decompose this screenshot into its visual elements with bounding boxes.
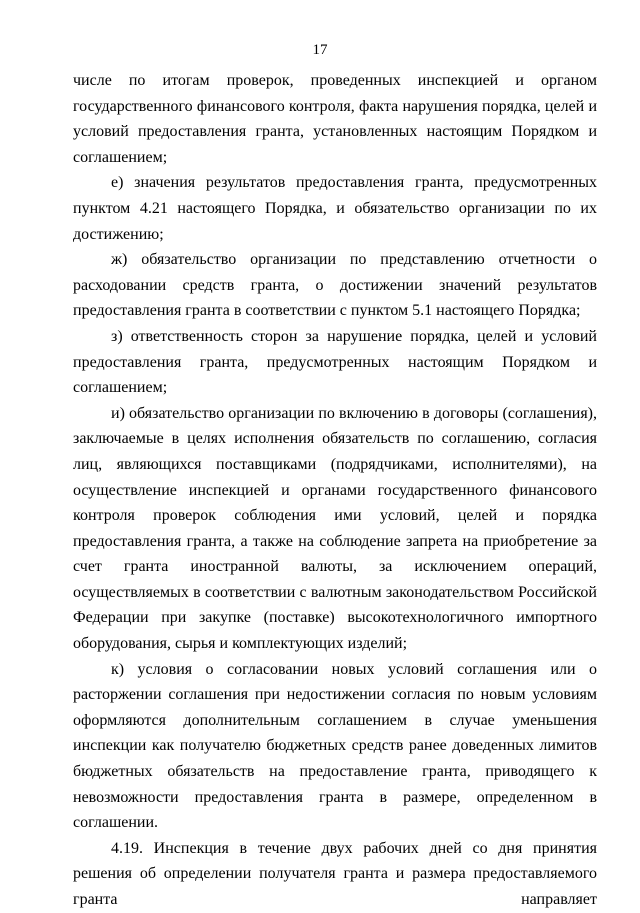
paragraph-item-zh: ж) обязательство организации по представлению отчетности о расходовании средств гранта, о достижении значений результатов предоставления гранта в соответствии с пунктом 5.1 настоящего Порядка;: [73, 251, 597, 320]
paragraph-item-z: з) ответственность сторон за нарушение порядка, целей и условий предоставления гранта, предусмотренных настоящим Порядком и соглашением;: [73, 327, 597, 397]
paragraph-item-e: е) значения результатов предоставления гранта, предусмотренных пунктом 4.21 настоящего Порядка, и обязательство организации по их достижению;: [73, 174, 597, 243]
paragraph-continuation: числе по итогам проверок, проведенных инспекцией и органом государственного финансового контроля, факта нарушения порядка, целей и условий предоставления гранта, установленных настоящим Порядком и соглашением;: [73, 72, 597, 166]
paragraph-item-i: и) обязательство организации по включению в договоры (соглашения), заключаемые в целях исполнения обязательств по соглашению, согласия лиц, являющихся поставщиками (подрядчиками, исполнителями), на осуществление инспекцией и органами государственного финансового контроля проверок соблюдения ими условий, целей и порядка предоставления гранта, а также на соблюдение запрета на приобретение за счет гранта иностранной валюты, за исключением операций, осуществляемых в соответствии с валютным законодательством Российской Федерации при закупке (поставке) высокотехнологичного импортного оборудования, сырья и комплектующих изделий;: [73, 404, 597, 653]
paragraph-item-k: к) условия о согласовании новых условий соглашения или о расторжении соглашения при недостижении согласия по новым условиям оформляются дополнительным соглашением в случае уменьшения инспекции как получателю бюджетных средств ранее доведенных лимитов бюджетных обязательств на предоставление гранта, приводящего к невозможности предоставления гранта в размере, определенном в соглашении.: [73, 660, 597, 832]
paragraph-4-19: 4.19. Инспекция в течение двух рабочих дней со дня принятия решения об определении получателя гранта и размера предоставляемого гранта направляет: [73, 839, 597, 908]
document-body: [73, 68, 597, 913]
page-number: 17: [312, 42, 328, 58]
